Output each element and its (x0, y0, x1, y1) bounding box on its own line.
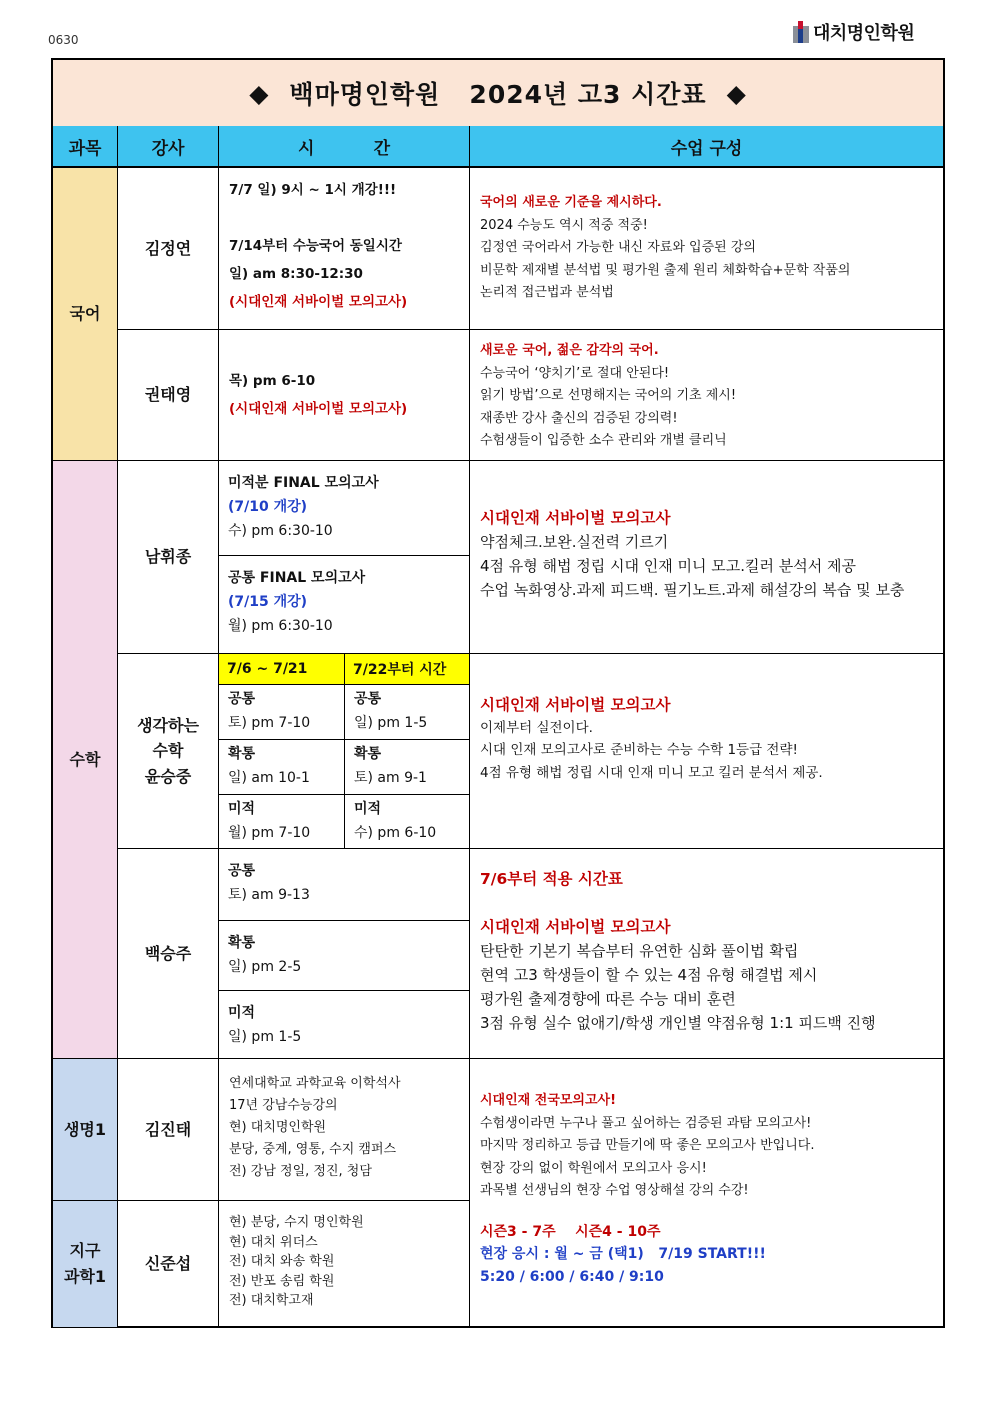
teacher-career (219, 1059, 470, 1201)
career-line: 연세대학교 과학교육 이학석사 (229, 1076, 401, 1091)
time-line: 토) am 9-13 (228, 887, 310, 903)
time-line: 미적분 FINAL 모의고사 (228, 475, 379, 491)
career-line: 현) 분당, 수지 명인학원 (229, 1215, 364, 1230)
class-time (345, 740, 470, 795)
class-description (470, 1059, 943, 1327)
teacher-line: 윤승중 (144, 766, 192, 786)
description-line: 수업 녹화영상.과제 피드백. 필기노트.과제 해설강의 복습 및 보충 (480, 581, 905, 599)
description-line: 시대 인재 모의고사로 준비하는 수능 수학 1등급 전략! (480, 742, 798, 758)
teacher-name: 백승주 (118, 849, 219, 1059)
career-line: 전) 대치학고재 (229, 1293, 314, 1308)
time-line: 토) pm 7-10 (228, 715, 311, 731)
description-line: 수능국어 ‘양치기’로 절대 안된다! (480, 365, 670, 381)
time-line: 목) pm 6-10 (229, 373, 316, 389)
time-line: (시대인재 서바이벌 모의고사) (229, 294, 408, 310)
description-heading: 시대인재 전국모의고사! (480, 1093, 617, 1108)
description-line: 현장 강의 없이 학원에서 모의고사 응시! (480, 1160, 707, 1176)
class-time (219, 740, 345, 795)
career-line: 전) 반포 송림 학원 (229, 1273, 335, 1289)
class-time (219, 330, 470, 461)
career-line: 분당, 중계, 영통, 수지 캠퍼스 (229, 1142, 397, 1157)
description-line: 탄탄한 기본기 복습부터 유연한 심화 풀이법 확립 (480, 942, 799, 960)
description-line: 과목별 선생님의 현장 수업 영상해설 강의 수강! (480, 1183, 749, 1198)
class-time (219, 991, 470, 1059)
description-heading: 시대인재 서바이벌 모의고사 (480, 918, 671, 936)
description-line: 현역 고3 학생들이 할 수 있는 4점 유형 해결법 제시 (480, 966, 818, 984)
header-teacher: 강사 (118, 126, 219, 168)
description-heading: 국어의 새로운 기준을 제시하다. (480, 195, 662, 210)
class-description (470, 849, 943, 1059)
teacher-name: 신준섭 (118, 1201, 219, 1327)
time-line: 공통 (228, 863, 256, 879)
class-description (470, 654, 943, 849)
header-subject: 과목 (53, 126, 118, 168)
career-line: 현) 대치 위더스 (229, 1234, 318, 1250)
time-line: 일) am 10-1 (228, 770, 310, 786)
time-line: 미적 (228, 1005, 256, 1021)
time-line: 수) pm 6:30-10 (228, 523, 333, 539)
document-code: 0630 (48, 33, 79, 47)
header-content: 수업 구성 (470, 126, 943, 168)
time-line: 일) pm 2-5 (228, 959, 302, 975)
career-line: 17년 강남수능강의 (229, 1098, 338, 1113)
subject-biology: 생명1 (53, 1059, 118, 1201)
class-time (219, 685, 345, 740)
time-line: 수) pm 6-10 (354, 825, 437, 841)
description-heading: 시대인재 서바이벌 모의고사 (480, 696, 671, 714)
description-line: 4점 유형 해법 정립 시대 인재 미니 모고.킬러 분석서 제공 (480, 557, 857, 575)
teacher-name: 남휘종 (118, 461, 219, 654)
time-line: 확통 (354, 746, 382, 762)
time-line: 일) pm 1-5 (354, 715, 428, 731)
time-line: 일) pm 1-5 (228, 1029, 302, 1045)
class-time (345, 795, 470, 849)
time-line: 7/7 일) 9시 ~ 1시 개강!!! (229, 182, 397, 198)
time-line: (시대인재 서바이벌 모의고사) (229, 401, 408, 417)
time-line: 월) pm 7-10 (228, 825, 311, 841)
class-time (219, 795, 345, 849)
academy-logo (793, 20, 914, 44)
class-description (470, 330, 943, 461)
description-line: 수험생이라면 누구나 풀고 싶어하는 검증된 과탐 모의고사! (480, 1115, 812, 1131)
career-line: 전) 강남 정일, 정진, 청담 (229, 1164, 372, 1179)
time-line: 월) pm 6:30-10 (228, 618, 333, 634)
teacher-career (219, 1201, 470, 1327)
time-line: 일) am 8:30-12:30 (229, 266, 363, 282)
description-line: 비문학 제재별 분석법 및 평가원 출제 원리 체화학습+문학 작품의 (480, 262, 851, 278)
subject-math: 수학 (53, 461, 118, 1059)
description-line: 김정연 국어라서 가능한 내신 자료와 입증된 강의 (480, 240, 756, 255)
class-time (219, 461, 470, 556)
exam-times: 5:20 / 6:00 / 6:40 / 9:10 (480, 1268, 664, 1285)
timetable-title (53, 60, 943, 128)
career-line: 현) 대치명인학원 (229, 1120, 327, 1135)
class-time (219, 849, 470, 921)
time-line: 미적 (228, 801, 256, 817)
description-line: 평가원 출제경향에 따른 수능 대비 훈련 (480, 990, 736, 1008)
teacher-line: 수학 (152, 741, 184, 761)
season-info: 시즌3 - 7주 시즌4 - 10주 (480, 1223, 661, 1240)
teacher-name (118, 654, 219, 849)
time-line: 7/14부터 수능국어 동일시간 (229, 238, 402, 254)
teacher-name: 권태영 (118, 330, 219, 461)
class-time (219, 556, 470, 654)
description-line: 4점 유형 해법 정립 시대 인재 미니 모고 킬러 분석서 제공. (480, 764, 823, 781)
diamond-icon: ◆ (249, 78, 270, 108)
career-line: 전) 대치 와송 학원 (229, 1254, 335, 1269)
description-line: 수험생들이 입증한 소수 관리와 개별 클리닉 (480, 433, 727, 448)
period-header: 7/22부터 시간 (345, 654, 470, 685)
class-time (219, 168, 470, 330)
logo-mark-icon (793, 21, 809, 43)
logo-text: 대치명인학원 (813, 23, 915, 44)
period-header: 7/6 ~ 7/21 (219, 654, 345, 685)
description-line: 약점체크.보완.실전력 기르기 (480, 533, 669, 551)
description-line: 재종반 강사 출신의 검증된 강의력! (480, 410, 678, 426)
time-line: 공통 (354, 691, 382, 707)
subject-korean: 국어 (53, 168, 118, 461)
subject-line: 지구 (69, 1241, 101, 1261)
time-line: (7/15 개강) (228, 594, 308, 610)
class-time (345, 685, 470, 740)
time-line: (7/10 개강) (228, 499, 308, 515)
time-line: 공통 (228, 691, 256, 707)
class-description (470, 168, 943, 330)
exam-info: 현장 응시 : 월 ~ 금 (택1) 7/19 START!!! (480, 1246, 766, 1262)
description-line: 2024 수능도 역시 적중 적중! (480, 217, 648, 233)
description-heading: 7/6부터 적용 시간표 (480, 870, 623, 888)
description-line: 논리적 접근법과 분석법 (480, 285, 614, 300)
time-line: 공통 FINAL 모의고사 (228, 570, 366, 586)
title-text: 백마명인학원 2024년 고3 시간표 (289, 80, 707, 109)
teacher-name: 김정연 (118, 168, 219, 330)
subject-line: 과학1 (63, 1267, 107, 1286)
time-line: 확통 (228, 746, 256, 762)
diamond-icon: ◆ (726, 78, 747, 108)
description-line: 읽기 방법’으로 선명해지는 국어의 기초 제시! (480, 388, 737, 403)
description-line: 마지막 정리하고 등급 만들기에 딱 좋은 모의고사 반입니다. (480, 1138, 815, 1153)
description-heading: 시대인재 서바이벌 모의고사 (480, 509, 671, 527)
description-line: 3점 유형 실수 없애기/학생 개인별 약점유형 1:1 피드백 진행 (480, 1014, 876, 1032)
time-line: 토) am 9-1 (354, 770, 427, 786)
teacher-name: 김진태 (118, 1059, 219, 1201)
class-time (219, 921, 470, 991)
timetable (51, 58, 945, 1328)
teacher-line: 생각하는 (137, 715, 199, 735)
description-heading: 새로운 국어, 젊은 감각의 국어. (480, 343, 659, 358)
description-line: 이제부터 실전이다. (480, 719, 593, 736)
time-line: 확통 (228, 935, 256, 951)
header-time: 시 간 (219, 126, 470, 168)
time-line: 미적 (354, 801, 382, 817)
class-description (470, 461, 943, 654)
subject-earth-science (53, 1201, 118, 1327)
